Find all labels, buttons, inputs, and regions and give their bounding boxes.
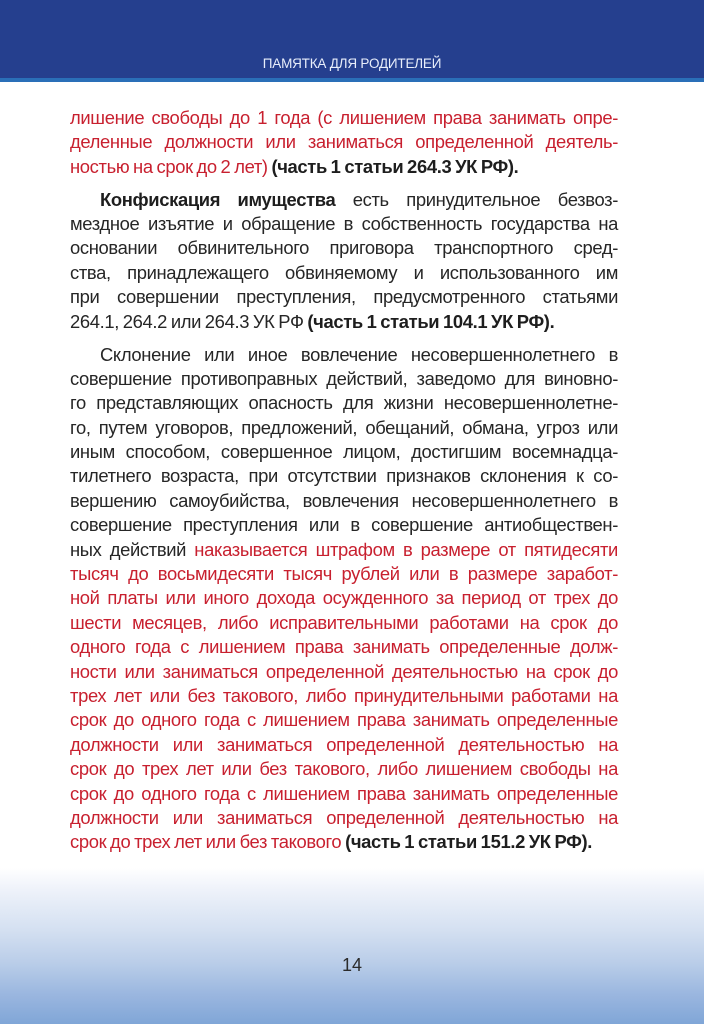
text-line (70, 684, 618, 708)
body-text: ства, принадлежащего обвиняемому и использованного им (70, 261, 618, 283)
text-line (70, 464, 618, 488)
penalty-text: срок до трех лет или без такового, либо лишением свободы на (70, 758, 618, 780)
penalty-text: наказывается штрафом в размере от пятидесяти (194, 538, 618, 560)
body-text: тилетнего возраста, при отсутствии признаков склонения к со- (70, 465, 618, 487)
text-line (70, 285, 618, 309)
paragraph-penalty-continuation (70, 106, 618, 179)
penalty-text: ностью на срок до 2 лет) (70, 155, 272, 177)
paragraph-inducement-of-minor (70, 343, 618, 855)
law-reference: (часть 1 статьи 104.1 УК РФ). (307, 310, 555, 332)
paragraph-confiscation (70, 188, 618, 334)
text-line (70, 236, 618, 260)
penalty-text: трех лет или без такового, либо принудительными работами на (70, 684, 618, 706)
page-number: 14 (341, 955, 363, 975)
text-line (70, 367, 618, 391)
text-line (70, 782, 618, 806)
document-body (70, 106, 618, 863)
penalty-text: шести месяцев, либо исправительными работами на срок до (70, 611, 618, 633)
text-line (70, 806, 618, 830)
text-line (70, 489, 618, 513)
body-text: мездное изъятие и обращение в собственность государства на (70, 213, 618, 235)
body-text: есть принудительное безвоз- (335, 188, 618, 210)
text-line (70, 708, 618, 732)
text-line (70, 830, 618, 854)
penalty-text: срок до одного года с лишением права занимать определенные (70, 709, 618, 731)
body-text: 264.1, 264.2 или 264.3 УК РФ (70, 310, 308, 332)
text-line (70, 212, 618, 236)
text-line (70, 130, 618, 154)
body-text: ных действий (70, 538, 195, 560)
penalty-text: ности или заниматься определенной деятельностью на срок до (70, 660, 618, 682)
term-heading: Конфискация имущества (100, 188, 336, 210)
text-line (70, 261, 618, 285)
header-title: ПАМЯТКА ДЛЯ РОДИТЕЛЕЙ (262, 56, 442, 71)
body-text: совершение преступления или в совершение антиобществен- (70, 514, 618, 536)
text-line (70, 757, 618, 781)
body-text: го представляющих опасность для жизни несовершеннолетне- (70, 392, 618, 414)
text-line (70, 106, 618, 130)
body-text: вершению самоубийства, вовлечения несовершеннолетнего в (70, 489, 618, 511)
text-line (70, 343, 618, 367)
body-text: Склонение или иное вовлечение несовершеннолетнего в (100, 343, 618, 365)
penalty-text: срок до одного года с лишением права занимать определенные (70, 782, 618, 804)
text-line (70, 513, 618, 537)
penalty-text: тысяч до восьмидесяти тысяч рублей или в размере заработ- (70, 563, 618, 585)
penalty-text: одного года с лишением права занимать определенные долж- (70, 636, 618, 658)
text-line (70, 391, 618, 415)
body-text: при совершении преступления, предусмотренного статьями (70, 286, 618, 308)
body-text: иным способом, совершенное лицом, достигшим восемнадца- (70, 441, 618, 463)
text-line (70, 155, 618, 179)
text-line (70, 440, 618, 464)
text-line (70, 635, 618, 659)
text-line (70, 538, 618, 562)
text-line (70, 188, 618, 212)
text-line (70, 586, 618, 610)
page-header (0, 0, 704, 78)
body-text: основании обвинительного приговора транспортного сред- (70, 237, 618, 259)
text-line (70, 733, 618, 757)
penalty-text: деленные должности или заниматься определенной деятель- (70, 131, 618, 153)
penalty-text: срок до трех лет или без такового (70, 831, 346, 853)
text-line (70, 310, 618, 334)
text-line (70, 416, 618, 440)
body-text: совершение противоправных действий, заведомо для виновно- (70, 367, 618, 389)
penalty-text: должности или заниматься определенной деятельностью на (70, 733, 618, 755)
text-line (70, 660, 618, 684)
text-line (70, 611, 618, 635)
law-reference: (часть 1 статьи 151.2 УК РФ). (345, 831, 592, 853)
body-text: го, путем уговоров, предложений, обещаний, обмана, угроз или (70, 416, 618, 438)
law-reference: (часть 1 статьи 264.3 УК РФ). (271, 155, 519, 177)
text-line (70, 562, 618, 586)
penalty-text: должности или заниматься определенной деятельностью на (70, 806, 618, 828)
penalty-text: лишение свободы до 1 года (с лишением права занимать опре- (70, 107, 618, 128)
header-accent-stripe (0, 78, 704, 82)
penalty-text: ной платы или иного дохода осужденного за период от трех до (70, 587, 618, 609)
